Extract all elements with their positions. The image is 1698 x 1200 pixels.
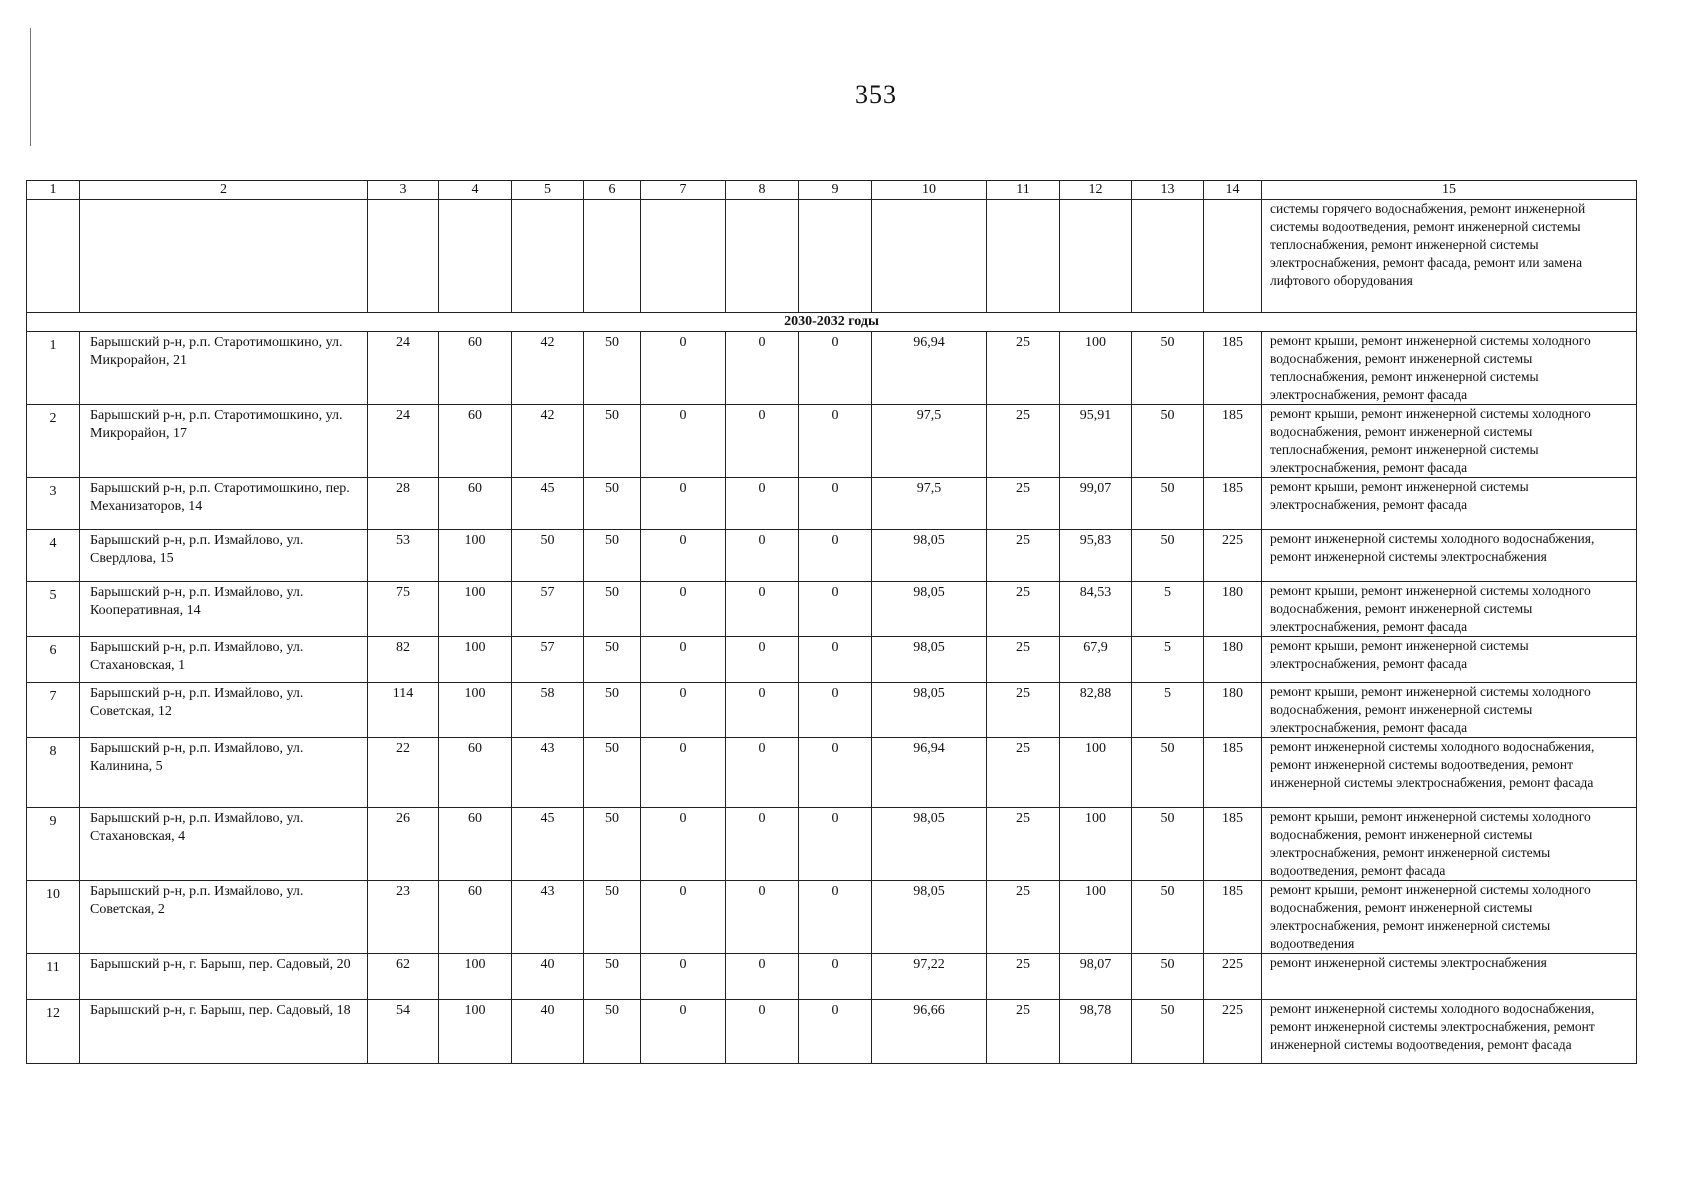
row-number-cell: 9: [27, 808, 80, 881]
value-cell-c14: 225: [1204, 954, 1262, 1000]
value-cell-c7: 0: [641, 582, 726, 637]
column-header: 14: [1204, 181, 1262, 200]
value-cell-c4: 60: [439, 405, 512, 478]
value-cell-c10: 98,05: [872, 808, 987, 881]
column-header: 7: [641, 181, 726, 200]
value-cell-c8: 0: [726, 530, 799, 582]
row-number-cell: 5: [27, 582, 80, 637]
value-cell-c7: 0: [641, 954, 726, 1000]
address-cell: Барышский р-н, р.п. Старотимошкино, ул. Микрорайон, 21: [80, 332, 368, 405]
column-header: 13: [1132, 181, 1204, 200]
value-cell-c3: 62: [368, 954, 439, 1000]
value-cell-c12: 100: [1060, 738, 1132, 808]
value-cell-c8: 0: [726, 808, 799, 881]
value-cell-c5: 45: [512, 478, 584, 530]
column-header: 2: [80, 181, 368, 200]
value-cell-c12: 100: [1060, 881, 1132, 954]
value-cell-c14: 180: [1204, 637, 1262, 683]
address-cell: Барышский р-н, г. Барыш, пер. Садовый, 20: [80, 954, 368, 1000]
value-cell-c5: 58: [512, 683, 584, 738]
value-cell-c14: 185: [1204, 478, 1262, 530]
value-cell-c9: 0: [799, 332, 872, 405]
value-cell-c9: 0: [799, 478, 872, 530]
value-cell-c13: 50: [1132, 478, 1204, 530]
value-cell-c13: 50: [1132, 954, 1204, 1000]
value-cell-c8: 0: [726, 954, 799, 1000]
empty-cell: [872, 200, 987, 313]
address-cell: Барышский р-н, р.п. Измайлово, ул. Стахановская, 4: [80, 808, 368, 881]
column-header: 11: [987, 181, 1060, 200]
value-cell-c10: 96,66: [872, 1000, 987, 1064]
value-cell-c3: 24: [368, 332, 439, 405]
value-cell-c14: 225: [1204, 1000, 1262, 1064]
value-cell-c7: 0: [641, 530, 726, 582]
works-cell: ремонт инженерной системы электроснабжения: [1262, 954, 1637, 1000]
value-cell-c12: 95,83: [1060, 530, 1132, 582]
value-cell-c11: 25: [987, 332, 1060, 405]
value-cell-c13: 5: [1132, 683, 1204, 738]
value-cell-c13: 50: [1132, 530, 1204, 582]
value-cell-c10: 97,5: [872, 478, 987, 530]
empty-cell: [987, 200, 1060, 313]
empty-cell: [726, 200, 799, 313]
value-cell-c13: 50: [1132, 405, 1204, 478]
address-cell: Барышский р-н, р.п. Старотимошкино, пер. Механизаторов, 14: [80, 478, 368, 530]
works-cell: ремонт крыши, ремонт инженерной системы холодного водоснабжения, ремонт инженерной системы теплоснабжения, ремонт инженерной системы электроснабжения, ремонт фасада: [1262, 332, 1637, 405]
column-header: 8: [726, 181, 799, 200]
empty-cell: [368, 200, 439, 313]
empty-cell: [584, 200, 641, 313]
column-numbers-row: [27, 181, 1637, 200]
value-cell-c9: 0: [799, 637, 872, 683]
table-row: [27, 683, 1637, 738]
value-cell-c5: 40: [512, 954, 584, 1000]
row-number-cell: 10: [27, 881, 80, 954]
table-row: [27, 808, 1637, 881]
continuation-row: [27, 200, 1637, 313]
value-cell-c6: 50: [584, 478, 641, 530]
column-header: 15: [1262, 181, 1637, 200]
empty-cell: [27, 200, 80, 313]
column-header: 3: [368, 181, 439, 200]
value-cell-c11: 25: [987, 478, 1060, 530]
works-cell: ремонт крыши, ремонт инженерной системы холодного водоснабжения, ремонт инженерной системы электроснабжения, ремонт фасада: [1262, 683, 1637, 738]
value-cell-c9: 0: [799, 1000, 872, 1064]
value-cell-c5: 45: [512, 808, 584, 881]
row-number-cell: 1: [27, 332, 80, 405]
value-cell-c14: 185: [1204, 808, 1262, 881]
value-cell-c9: 0: [799, 808, 872, 881]
value-cell-c8: 0: [726, 405, 799, 478]
value-cell-c5: 43: [512, 881, 584, 954]
value-cell-c3: 54: [368, 1000, 439, 1064]
row-number-cell: 2: [27, 405, 80, 478]
value-cell-c8: 0: [726, 1000, 799, 1064]
value-cell-c4: 100: [439, 683, 512, 738]
row-number-cell: 3: [27, 478, 80, 530]
table-row: [27, 954, 1637, 1000]
table-row: [27, 582, 1637, 637]
value-cell-c7: 0: [641, 405, 726, 478]
value-cell-c11: 25: [987, 954, 1060, 1000]
value-cell-c10: 96,94: [872, 738, 987, 808]
value-cell-c5: 42: [512, 405, 584, 478]
column-header: 10: [872, 181, 987, 200]
value-cell-c4: 100: [439, 637, 512, 683]
value-cell-c6: 50: [584, 808, 641, 881]
value-cell-c5: 57: [512, 582, 584, 637]
value-cell-c4: 60: [439, 332, 512, 405]
value-cell-c3: 24: [368, 405, 439, 478]
value-cell-c7: 0: [641, 332, 726, 405]
value-cell-c4: 60: [439, 881, 512, 954]
value-cell-c4: 60: [439, 808, 512, 881]
value-cell-c4: 100: [439, 954, 512, 1000]
value-cell-c3: 28: [368, 478, 439, 530]
value-cell-c6: 50: [584, 530, 641, 582]
value-cell-c11: 25: [987, 881, 1060, 954]
value-cell-c11: 25: [987, 637, 1060, 683]
value-cell-c6: 50: [584, 637, 641, 683]
works-cell: ремонт инженерной системы холодного водоснабжения, ремонт инженерной системы водоотведения, ремонт инженерной системы электроснабжения, ремонт фасада: [1262, 738, 1637, 808]
value-cell-c3: 26: [368, 808, 439, 881]
value-cell-c6: 50: [584, 1000, 641, 1064]
value-cell-c8: 0: [726, 582, 799, 637]
column-header: 4: [439, 181, 512, 200]
value-cell-c9: 0: [799, 683, 872, 738]
page-number: 353: [855, 80, 897, 109]
table-row: [27, 478, 1637, 530]
address-cell: Барышский р-н, р.п. Измайлово, ул. Стахановская, 1: [80, 637, 368, 683]
value-cell-c5: 57: [512, 637, 584, 683]
value-cell-c14: 185: [1204, 881, 1262, 954]
value-cell-c4: 100: [439, 1000, 512, 1064]
column-header: 1: [27, 181, 80, 200]
value-cell-c11: 25: [987, 808, 1060, 881]
value-cell-c14: 185: [1204, 332, 1262, 405]
address-cell: Барышский р-н, р.п. Измайлово, ул. Советская, 12: [80, 683, 368, 738]
value-cell-c12: 95,91: [1060, 405, 1132, 478]
value-cell-c7: 0: [641, 738, 726, 808]
empty-cell: [80, 200, 368, 313]
value-cell-c3: 22: [368, 738, 439, 808]
value-cell-c7: 0: [641, 808, 726, 881]
value-cell-c14: 185: [1204, 405, 1262, 478]
value-cell-c5: 40: [512, 1000, 584, 1064]
empty-cell: [1060, 200, 1132, 313]
value-cell-c6: 50: [584, 405, 641, 478]
value-cell-c12: 99,07: [1060, 478, 1132, 530]
works-cell: ремонт инженерной системы холодного водоснабжения, ремонт инженерной системы электроснабжения, ремонт инженерной системы водоотведения, ремонт фасада: [1262, 1000, 1637, 1064]
empty-cell: [1204, 200, 1262, 313]
table-row: [27, 738, 1637, 808]
value-cell-c8: 0: [726, 738, 799, 808]
address-cell: Барышский р-н, р.п. Измайлово, ул. Калинина, 5: [80, 738, 368, 808]
value-cell-c6: 50: [584, 738, 641, 808]
column-header: 6: [584, 181, 641, 200]
address-cell: Барышский р-н, р.п. Измайлово, ул. Свердлова, 15: [80, 530, 368, 582]
value-cell-c13: 50: [1132, 808, 1204, 881]
value-cell-c7: 0: [641, 1000, 726, 1064]
value-cell-c6: 50: [584, 954, 641, 1000]
value-cell-c12: 100: [1060, 332, 1132, 405]
works-cell: ремонт крыши, ремонт инженерной системы холодного водоснабжения, ремонт инженерной системы электроснабжения, ремонт фасада: [1262, 582, 1637, 637]
value-cell-c5: 42: [512, 332, 584, 405]
empty-cell: [799, 200, 872, 313]
value-cell-c3: 53: [368, 530, 439, 582]
value-cell-c11: 25: [987, 405, 1060, 478]
value-cell-c5: 43: [512, 738, 584, 808]
value-cell-c11: 25: [987, 582, 1060, 637]
empty-cell: [439, 200, 512, 313]
value-cell-c12: 98,78: [1060, 1000, 1132, 1064]
value-cell-c7: 0: [641, 881, 726, 954]
value-cell-c7: 0: [641, 478, 726, 530]
table-row: [27, 405, 1637, 478]
value-cell-c13: 50: [1132, 738, 1204, 808]
value-cell-c14: 180: [1204, 683, 1262, 738]
value-cell-c10: 97,5: [872, 405, 987, 478]
repair-schedule-table: [26, 180, 1637, 1064]
value-cell-c14: 225: [1204, 530, 1262, 582]
works-cell: ремонт крыши, ремонт инженерной системы холодного водоснабжения, ремонт инженерной системы электроснабжения, ремонт инженерной системы водоотведения: [1262, 881, 1637, 954]
table-row: [27, 1000, 1637, 1064]
row-number-cell: 11: [27, 954, 80, 1000]
value-cell-c8: 0: [726, 637, 799, 683]
period-label: 2030-2032 годы: [27, 313, 1637, 332]
value-cell-c9: 0: [799, 405, 872, 478]
continuation-works-cell: системы горячего водоснабжения, ремонт инженерной системы водоотведения, ремонт инженерной системы теплоснабжения, ремонт инженерной системы электроснабжения, ремонт фасада, ремонт или замена лифтового оборудования: [1262, 200, 1637, 313]
works-cell: ремонт крыши, ремонт инженерной системы холодного водоснабжения, ремонт инженерной системы электроснабжения, ремонт инженерной системы водоотведения, ремонт фасада: [1262, 808, 1637, 881]
value-cell-c12: 67,9: [1060, 637, 1132, 683]
value-cell-c14: 180: [1204, 582, 1262, 637]
value-cell-c10: 98,05: [872, 582, 987, 637]
value-cell-c4: 100: [439, 530, 512, 582]
value-cell-c14: 185: [1204, 738, 1262, 808]
address-cell: Барышский р-н, р.п. Старотимошкино, ул. Микрорайон, 17: [80, 405, 368, 478]
row-number-cell: 7: [27, 683, 80, 738]
value-cell-c11: 25: [987, 738, 1060, 808]
value-cell-c7: 0: [641, 683, 726, 738]
works-cell: ремонт крыши, ремонт инженерной системы холодного водоснабжения, ремонт инженерной системы теплоснабжения, ремонт инженерной системы электроснабжения, ремонт фасада: [1262, 405, 1637, 478]
value-cell-c11: 25: [987, 683, 1060, 738]
table-row: [27, 637, 1637, 683]
period-row: [27, 313, 1637, 332]
value-cell-c10: 98,05: [872, 637, 987, 683]
value-cell-c8: 0: [726, 881, 799, 954]
column-header: 9: [799, 181, 872, 200]
value-cell-c6: 50: [584, 582, 641, 637]
empty-cell: [1132, 200, 1204, 313]
address-cell: Барышский р-н, г. Барыш, пер. Садовый, 18: [80, 1000, 368, 1064]
table-row: [27, 881, 1637, 954]
value-cell-c8: 0: [726, 332, 799, 405]
row-number-cell: 6: [27, 637, 80, 683]
column-header: 12: [1060, 181, 1132, 200]
value-cell-c10: 98,05: [872, 683, 987, 738]
empty-cell: [641, 200, 726, 313]
value-cell-c9: 0: [799, 738, 872, 808]
value-cell-c3: 82: [368, 637, 439, 683]
value-cell-c6: 50: [584, 881, 641, 954]
works-cell: ремонт крыши, ремонт инженерной системы электроснабжения, ремонт фасада: [1262, 478, 1637, 530]
row-number-cell: 4: [27, 530, 80, 582]
table-row: [27, 332, 1637, 405]
value-cell-c4: 60: [439, 478, 512, 530]
works-cell: ремонт крыши, ремонт инженерной системы электроснабжения, ремонт фасада: [1262, 637, 1637, 683]
value-cell-c12: 100: [1060, 808, 1132, 881]
value-cell-c13: 5: [1132, 582, 1204, 637]
row-number-cell: 12: [27, 1000, 80, 1064]
value-cell-c12: 84,53: [1060, 582, 1132, 637]
value-cell-c9: 0: [799, 530, 872, 582]
value-cell-c7: 0: [641, 637, 726, 683]
works-cell: ремонт инженерной системы холодного водоснабжения, ремонт инженерной системы электроснабжения: [1262, 530, 1637, 582]
value-cell-c11: 25: [987, 1000, 1060, 1064]
value-cell-c10: 97,22: [872, 954, 987, 1000]
empty-cell: [512, 200, 584, 313]
value-cell-c9: 0: [799, 954, 872, 1000]
address-cell: Барышский р-н, р.п. Измайлово, ул. Советская, 2: [80, 881, 368, 954]
value-cell-c3: 23: [368, 881, 439, 954]
value-cell-c8: 0: [726, 683, 799, 738]
value-cell-c3: 114: [368, 683, 439, 738]
value-cell-c13: 50: [1132, 1000, 1204, 1064]
value-cell-c4: 60: [439, 738, 512, 808]
value-cell-c13: 50: [1132, 881, 1204, 954]
value-cell-c3: 75: [368, 582, 439, 637]
value-cell-c4: 100: [439, 582, 512, 637]
value-cell-c10: 96,94: [872, 332, 987, 405]
value-cell-c6: 50: [584, 683, 641, 738]
value-cell-c9: 0: [799, 881, 872, 954]
value-cell-c10: 98,05: [872, 530, 987, 582]
value-cell-c5: 50: [512, 530, 584, 582]
column-header: 5: [512, 181, 584, 200]
value-cell-c12: 82,88: [1060, 683, 1132, 738]
address-cell: Барышский р-н, р.п. Измайлово, ул. Кооперативная, 14: [80, 582, 368, 637]
value-cell-c8: 0: [726, 478, 799, 530]
row-number-cell: 8: [27, 738, 80, 808]
value-cell-c10: 98,05: [872, 881, 987, 954]
value-cell-c9: 0: [799, 582, 872, 637]
table-row: [27, 530, 1637, 582]
value-cell-c12: 98,07: [1060, 954, 1132, 1000]
value-cell-c6: 50: [584, 332, 641, 405]
value-cell-c13: 50: [1132, 332, 1204, 405]
value-cell-c11: 25: [987, 530, 1060, 582]
value-cell-c13: 5: [1132, 637, 1204, 683]
